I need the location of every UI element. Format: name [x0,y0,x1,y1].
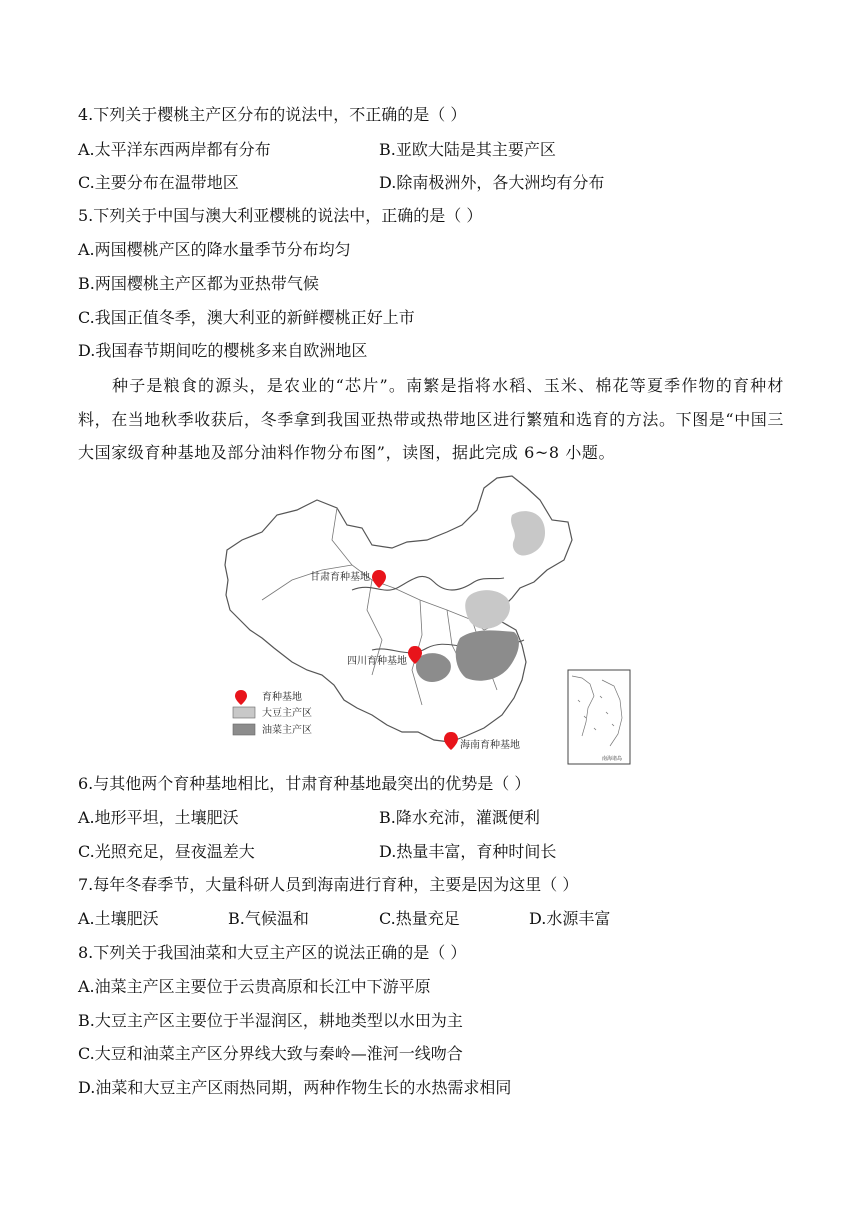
question-8-option-b: B.大豆主产区主要位于半湿润区，耕地类型以水田为主 [78,1011,463,1030]
question-4-option-a: A.太平洋东西两岸都有分布 [78,140,271,159]
question-6-stem: 6.与其他两个育种基地相比，甘肃育种基地最突出的优势是（ ） [78,774,531,793]
question-5-option-b: B.两国樱桃主产区都为亚热带气候 [78,274,319,293]
south-china-sea-inset [568,670,630,764]
legend-rapeseed-swatch [233,724,255,735]
question-8-option-c: C.大豆和油菜主产区分界线大致与秦岭—淮河一线吻合 [78,1044,463,1063]
reading-passage: 种子是粮食的源头，是农业的“芯片”。南繁是指将水稻、玉米、棉花等夏季作物的育种材料，在当地秋季收获后，冬季拿到我国亚热带或热带地区进行繁殖和选育的方法。下图是“中国三大国家级育种基地及部分油料作物分布图”，读图，据此完成 6~8 小题。 [78,376,784,462]
legend-rapeseed-label: 油菜主产区 [262,725,312,736]
china-breeding-base-map [222,470,634,768]
question-5-option-d: D.我国春节期间吃的樱桃多来自欧洲地区 [78,341,368,360]
question-4-option-b: B.亚欧大陆是其主要产区 [379,140,556,159]
question-6-option-a: A.地形平坦，土壤肥沃 [78,808,239,827]
question-7-option-c: C.热量充足 [379,909,460,928]
hainan-marker-icon [444,732,458,750]
question-7-option-b: B.气候温和 [228,909,309,928]
question-4-option-d: D.除南极洲外，各大洲均有分布 [379,173,605,192]
question-7-stem: 7.每年冬春季节，大量科研人员到海南进行育种，主要是因为这里（ ） [78,875,579,894]
legend-soybean-label: 大豆主产区 [262,708,312,719]
question-8-stem: 8.下列关于我国油菜和大豆主产区的说法正确的是（ ） [78,943,467,962]
legend-base-label: 育种基地 [262,692,302,703]
inset-label: 南海诸岛 [601,756,623,762]
question-8-option-d: D.油菜和大豆主产区雨热同期，两种作物生长的水热需求相同 [78,1078,512,1097]
question-7-option-d: D.水源丰富 [529,909,611,928]
question-5-option-a: A.两国樱桃产区的降水量季节分布均匀 [78,240,351,259]
question-5-stem: 5.下列关于中国与澳大利亚樱桃的说法中，正确的是（ ） [78,206,483,225]
hainan-label: 海南育种基地 [460,740,520,751]
question-6-option-b: B.降水充沛，灌溉便利 [379,808,540,827]
question-8-option-a: A.油菜主产区主要位于云贵高原和长江中下游平原 [78,977,431,996]
question-6-option-c: C.光照充足，昼夜温差大 [78,842,255,861]
question-7-option-a: A.土壤肥沃 [78,909,159,928]
question-5-option-c: C.我国正值冬季，澳大利亚的新鲜樱桃正好上市 [78,308,415,327]
map-legend [233,690,312,736]
legend-soybean-swatch [233,707,255,718]
question-4-stem: 4.下列关于樱桃主产区分布的说法中，不正确的是（ ） [78,105,467,124]
sichuan-label: 四川育种基地 [347,656,407,667]
question-6-option-d: D.热量丰富，育种时间长 [379,842,557,861]
legend-marker-icon [235,690,247,705]
gansu-label: 甘肃育种基地 [310,572,370,583]
question-4-option-c: C.主要分布在温带地区 [78,173,239,192]
